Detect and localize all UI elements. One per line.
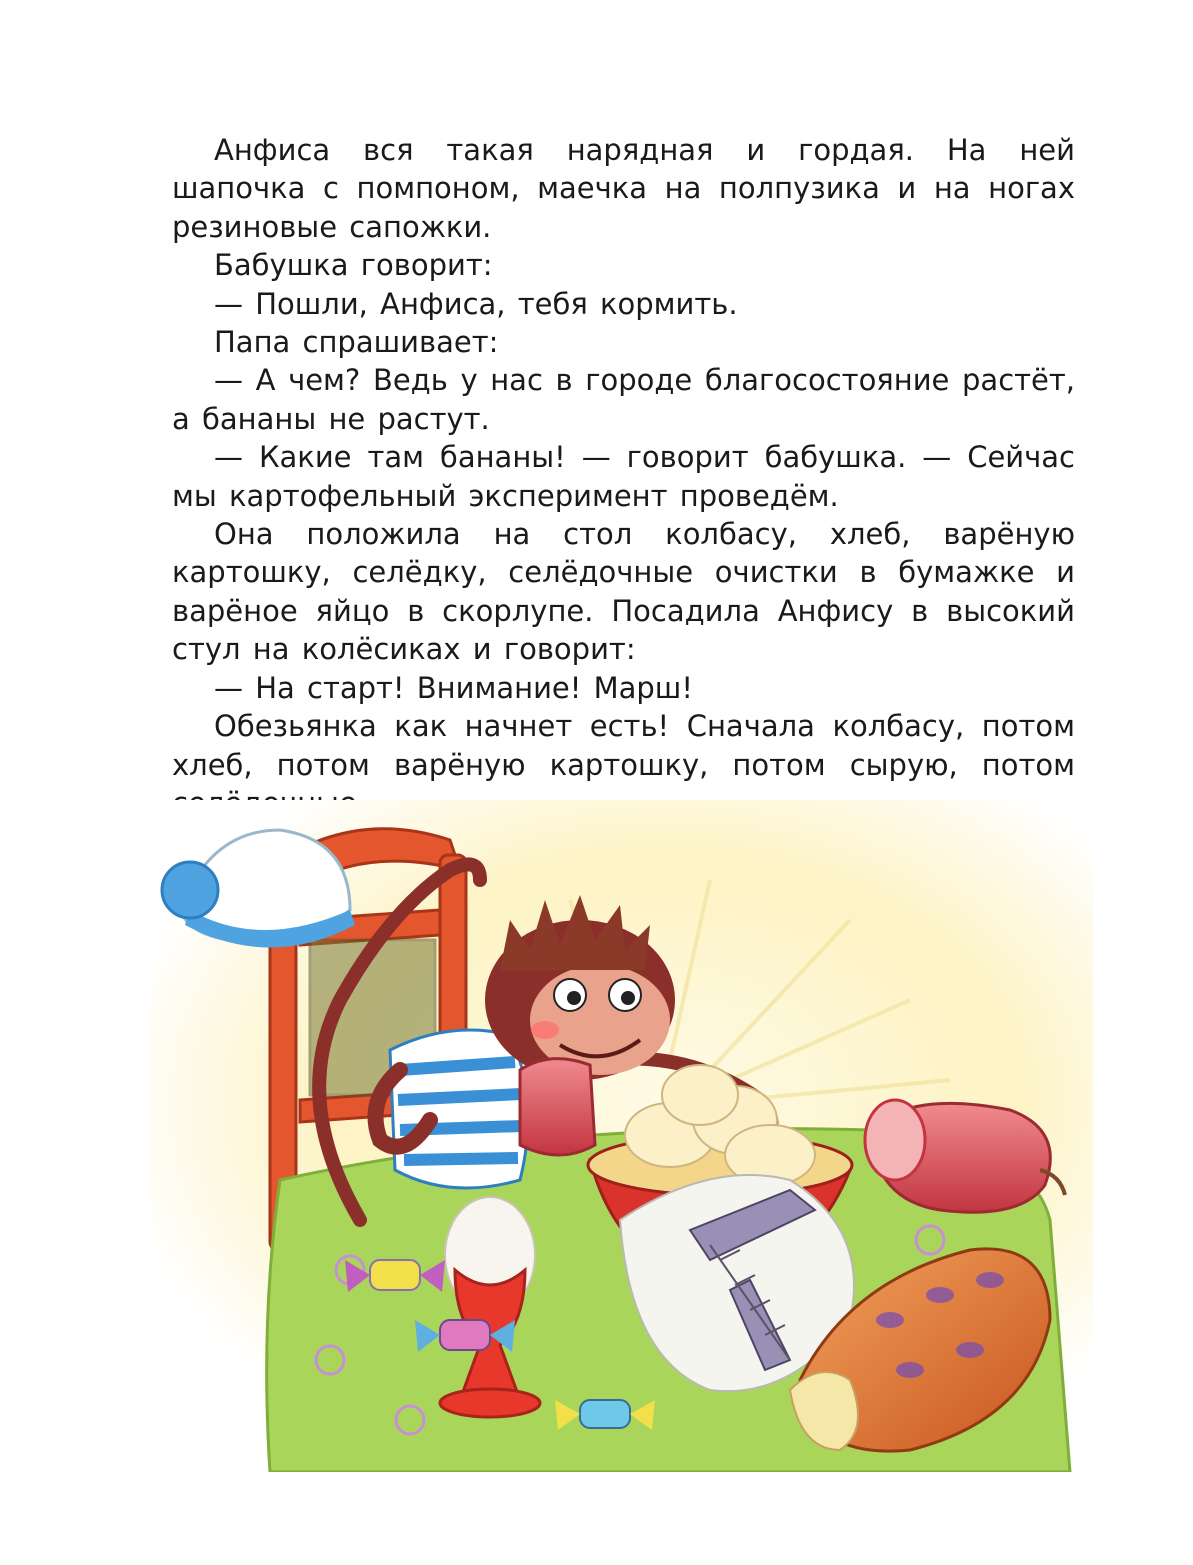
paragraph-1: Анфиса вся такая нарядная и гордая. На ней шапочка с помпоном, маечка на полпузика и на ногах резиновые сапожки. bbox=[172, 133, 1075, 244]
paragraph-2: Бабушка говорит: bbox=[214, 248, 493, 283]
paragraph-8: — На старт! Внимание! Марш! bbox=[214, 670, 693, 705]
story-text bbox=[172, 131, 1075, 822]
paragraph-5: — А чем? Ведь у нас в городе благосостояние растёт, а бананы не растут. bbox=[172, 363, 1075, 436]
paragraph-4: Папа спрашивает: bbox=[214, 325, 499, 360]
paragraph-9: Обезьянка как начнет есть! Сначала колбасу, потом хлеб, потом варёную картошку, потом сырую, потом bbox=[172, 709, 1075, 782]
paragraph-6: — Какие там бананы! — говорит бабушка. — Сейчас мы картофельный эксперимент проведём. bbox=[172, 440, 1075, 513]
monkey-breakfast-illustration bbox=[150, 800, 1093, 1472]
paragraph-3: — Пошли, Анфиса, тебя кормить. bbox=[214, 286, 738, 321]
paragraph-7: Она положила на стол колбасу, хлеб, варёную картошку, селёдку, селёдочные очистки в бумажке и варёное яйцо в скорлупе. Посадила Анфису в высокий стул на колёсиках и говорит: bbox=[172, 517, 1075, 667]
